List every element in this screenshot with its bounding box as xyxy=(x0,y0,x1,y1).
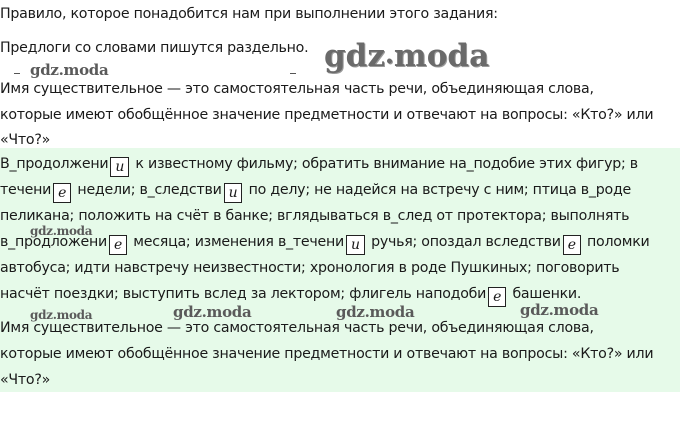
answer-letter-box: е xyxy=(563,235,581,255)
answer-letter-box: е xyxy=(488,287,506,307)
exercise-text: месяца; изменения в_течени xyxy=(133,234,345,250)
watermark-tick xyxy=(290,73,296,74)
exercise-text: недели; в_следстви xyxy=(77,182,222,198)
watermark-logo-large xyxy=(324,38,489,74)
watermark-logo-small: gdz.moda xyxy=(173,303,252,321)
watermark-dot: • xyxy=(384,54,394,70)
noun-definition-2-line-3: «Что?» xyxy=(0,372,51,388)
exercise-text: в_продложени xyxy=(0,234,107,250)
exercise-text: В_продолжени xyxy=(0,156,109,172)
exercise-text: башенки. xyxy=(512,286,582,302)
noun-definition-2-line-1: Имя существительное — это самостоятельная часть речи, объединяющая слова, xyxy=(0,320,594,336)
exercise-text: ручья; опоздал вследстви xyxy=(371,234,561,250)
exercise-line-1 xyxy=(0,156,638,177)
rule-prepositions: Предлоги со словами пишутся раздельно. xyxy=(0,40,309,56)
exercise-text: поломки xyxy=(587,234,650,250)
watermark-part: gdz xyxy=(324,38,385,74)
noun-definition-line-3: «Что?» xyxy=(0,132,51,148)
watermark-logo-tiny: gdz.moda xyxy=(30,308,93,322)
answer-letter-box: е xyxy=(53,183,71,203)
answer-letter-box: и xyxy=(346,235,365,255)
exercise-line-5: автобуса; идти навстречу неизвестности; хронология в роде Пушкиных; поговорить xyxy=(0,260,620,276)
exercise-text: по делу; не надейся на встречу с ним; птица в_роде xyxy=(248,182,631,198)
rule-intro: Правило, которое понадобится нам при выполнении этого задания: xyxy=(0,6,498,22)
exercise-text: насчёт поездки; выступить вслед за лектором; флигель наподоби xyxy=(0,286,487,302)
watermark-part: moda xyxy=(393,38,490,74)
exercise-line-6 xyxy=(0,286,581,307)
noun-definition-2-line-2: которые имеют обобщённое значение предметности и отвечают на вопросы: «Кто?» или xyxy=(0,346,654,362)
watermark-logo-small: gdz.moda xyxy=(30,61,109,79)
watermark-logo-tiny: gdz.moda xyxy=(30,224,93,238)
answer-letter-box: и xyxy=(224,183,243,203)
exercise-text: течени xyxy=(0,182,52,198)
noun-definition-line-1: Имя существительное — это самостоятельная часть речи, объединяющая слова, xyxy=(0,81,594,97)
answer-letter-box: е xyxy=(109,235,127,255)
answer-letter-box: и xyxy=(110,157,129,177)
watermark-logo-small: gdz.moda xyxy=(520,301,599,319)
exercise-line-4 xyxy=(0,234,649,255)
watermark-logo-small: gdz.moda xyxy=(336,303,415,321)
watermark-underline xyxy=(14,73,20,74)
exercise-line-3: пеликана; положить на счёт в банке; вглядываться в_след от протектора; выполнять xyxy=(0,208,630,224)
noun-definition-line-2: которые имеют обобщённое значение предметности и отвечают на вопросы: «Кто?» или xyxy=(0,107,654,123)
exercise-text: к известному фильму; обратить внимание на_подобие этих фигур; в xyxy=(135,156,638,172)
exercise-line-2 xyxy=(0,182,631,203)
